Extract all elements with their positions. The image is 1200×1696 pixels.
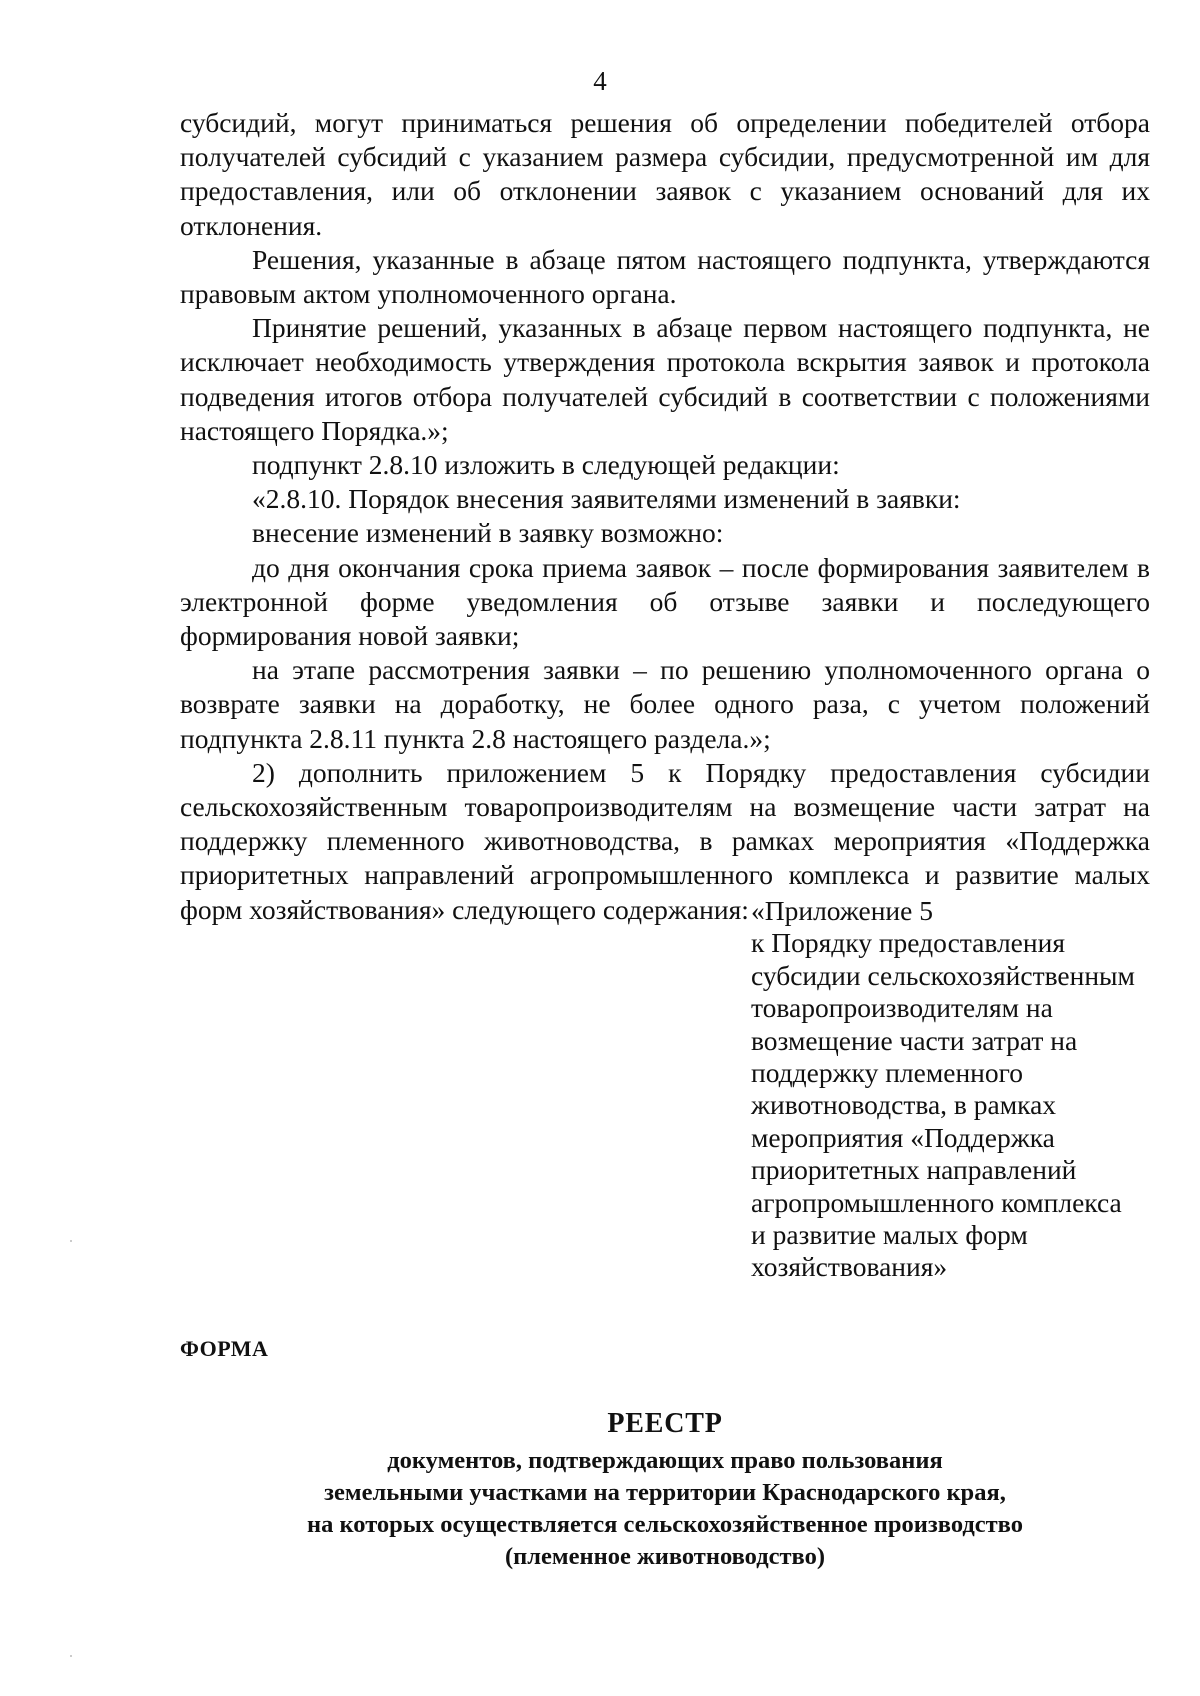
paragraph: подпункт 2.8.10 изложить в следующей редакции: <box>252 449 840 481</box>
appendix-line: товаропроизводителям на <box>751 992 1053 1024</box>
registry-subtitle-line: (племенное животноводство) <box>505 1543 825 1570</box>
paragraph-continuation: субсидий, могут приниматься решения об определении победителей отбора получателей субсидий с указанием размера субсидии, предусмотренной им для предоставления, или об отклонении заявок с указанием оснований для их отклонения. <box>180 107 1150 241</box>
appendix-line: агропромышленного комплекса <box>751 1186 1122 1218</box>
registry-subtitle-line: на которых осуществляется сельскохозяйственное производство <box>306 1511 1023 1538</box>
appendix-line: субсидии сельскохозяйственным <box>751 959 1135 991</box>
appendix-line: животноводства, в рамках <box>751 1089 1057 1121</box>
registry-subtitle <box>180 1445 1150 1573</box>
paragraph: до дня окончания срока приема заявок – после формирования заявителем в электронной форме уведомления об отзыве заявки и последующего формирования новой заявки; <box>180 551 1150 652</box>
appendix-line: «Приложение 5 <box>751 895 933 926</box>
appendix-line: приоритетных направлений <box>751 1154 1077 1186</box>
appendix-line: к Порядку предоставления <box>751 927 1065 959</box>
forma-label: ФОРМА <box>180 1336 269 1361</box>
paragraph: Решения, указанные в абзаце пятом настоящего подпункта, утверждаются правовым актом уполномоченного органа. <box>180 243 1150 310</box>
registry-subtitle-line: земельными участками на территории Краснодарского края, <box>324 1479 1006 1506</box>
paragraph: «2.8.10. Порядок внесения заявителями изменений в заявки: <box>252 483 961 515</box>
paragraph: 2) дополнить приложением 5 к Порядку предоставления субсидии сельскохозяйственным товаропроизводителям на возмещение части затрат на поддержку племенного животноводства, в рамках мероприятия «Поддержка приоритетных направлений агропромышленного комплекса и развитие малых форм хозяйствования» следующего содержания: <box>180 756 1150 925</box>
body-text <box>180 106 1150 927</box>
paragraph: на этапе рассмотрения заявки – по решению уполномоченного органа о возврате заявки на доработку, не более одного раза, с учетом положений подпункта 2.8.11 пункта 2.8 настоящего раздела.»; <box>180 654 1150 754</box>
registry-subtitle-line: документов, подтверждающих право пользования <box>387 1447 943 1474</box>
appendix-header <box>751 895 1171 1284</box>
paragraph: внесение изменений в заявку возможно: <box>252 517 724 549</box>
appendix-line: возмещение части затрат на <box>751 1024 1078 1056</box>
scan-speck <box>70 1655 72 1657</box>
appendix-line: мероприятия «Поддержка <box>751 1121 1055 1153</box>
paragraph: Принятие решений, указанных в абзаце первом настоящего подпункта, не исключает необходимость утверждения протокола вскрытия заявок и протокола подведения итогов отбора получателей субсидий в соответствии с положениями настоящего Порядка.»; <box>180 312 1150 446</box>
appendix-line: и развитие малых форм <box>751 1219 1028 1251</box>
scan-speck <box>70 1240 72 1242</box>
registry-title: РЕЕСТР <box>607 1408 723 1439</box>
appendix-line: хозяйствования» <box>751 1251 948 1283</box>
appendix-line: поддержку племенного <box>751 1057 1023 1089</box>
page-number: 4 <box>593 66 607 96</box>
